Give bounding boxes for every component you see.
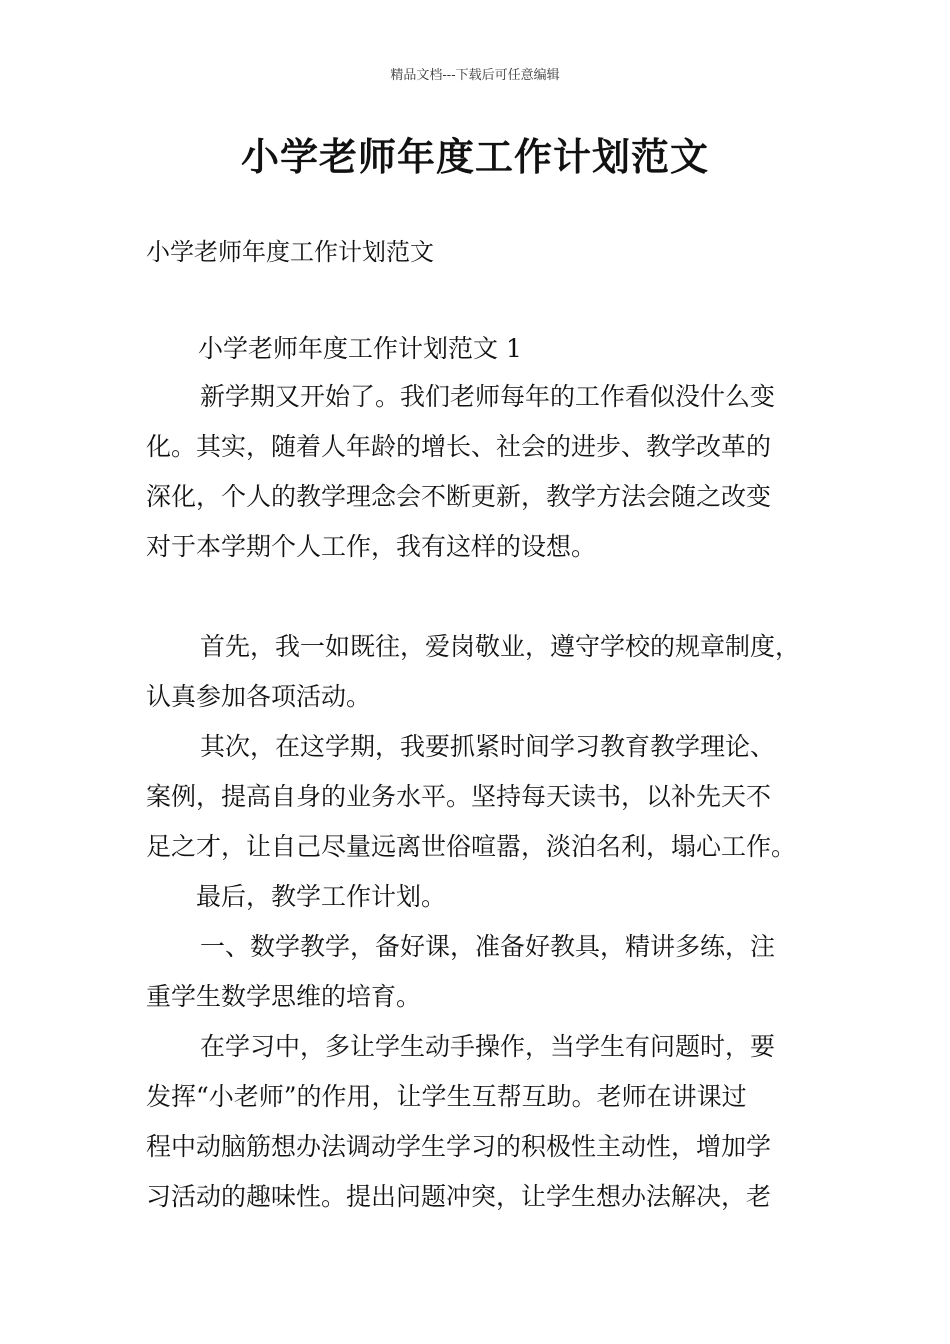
paragraph-line: 深化，个人的教学理念会不断更新，教学方法会随之改变	[146, 482, 772, 511]
document-subtitle: 小学老师年度工作计划范文	[146, 238, 434, 266]
paragraph-line: 新学期又开始了。我们老师每年的工作看似没什么变	[200, 382, 776, 411]
paragraph-line: 程中动脑筋想办法调动学生学习的积极性主动性，增加学	[146, 1132, 772, 1161]
paragraph-line: 足之才，让自己尽量远离世俗喧嚣，淡泊名利，塌心工作。	[146, 832, 797, 861]
paragraph-line: 在学习中，多让学生动手操作，当学生有问题时，要	[200, 1032, 776, 1061]
paragraph-line: 习活动的趣味性。提出问题冲突，让学生想办法解决，老	[146, 1182, 772, 1211]
section-heading: 小学老师年度工作计划范文 1	[198, 334, 522, 363]
paragraph-line: 案例，提高自身的业务水平。坚持每天读书，以补先天不	[146, 782, 772, 811]
paragraph-line: 最后，教学工作计划。	[196, 882, 447, 911]
paragraph-line: 重学生数学思维的培育。	[146, 982, 422, 1011]
paragraph-line: 首先，我一如既往，爱岗敬业，遵守学校的规章制度，	[200, 632, 801, 661]
header-note: 精品文档---下载后可任意编辑	[390, 68, 560, 83]
paragraph-line: 发挥“小老师”的作用，让学生互帮互助。老师在讲课过	[146, 1082, 747, 1111]
paragraph-line: 一、数学教学，备好课，准备好教具，精讲多练，注	[200, 932, 776, 961]
paragraph-line: 认真参加各项活动。	[146, 682, 372, 711]
paragraph-line: 其次，在这学期，我要抓紧时间学习教育教学理论、	[200, 732, 776, 761]
paragraph-line: 化。其实，随着人年龄的增长、社会的进步、教学改革的	[146, 432, 772, 461]
paragraph-line: 对于本学期个人工作，我有这样的设想。	[146, 532, 597, 561]
document-title: 小学老师年度工作计划范文	[240, 134, 709, 179]
